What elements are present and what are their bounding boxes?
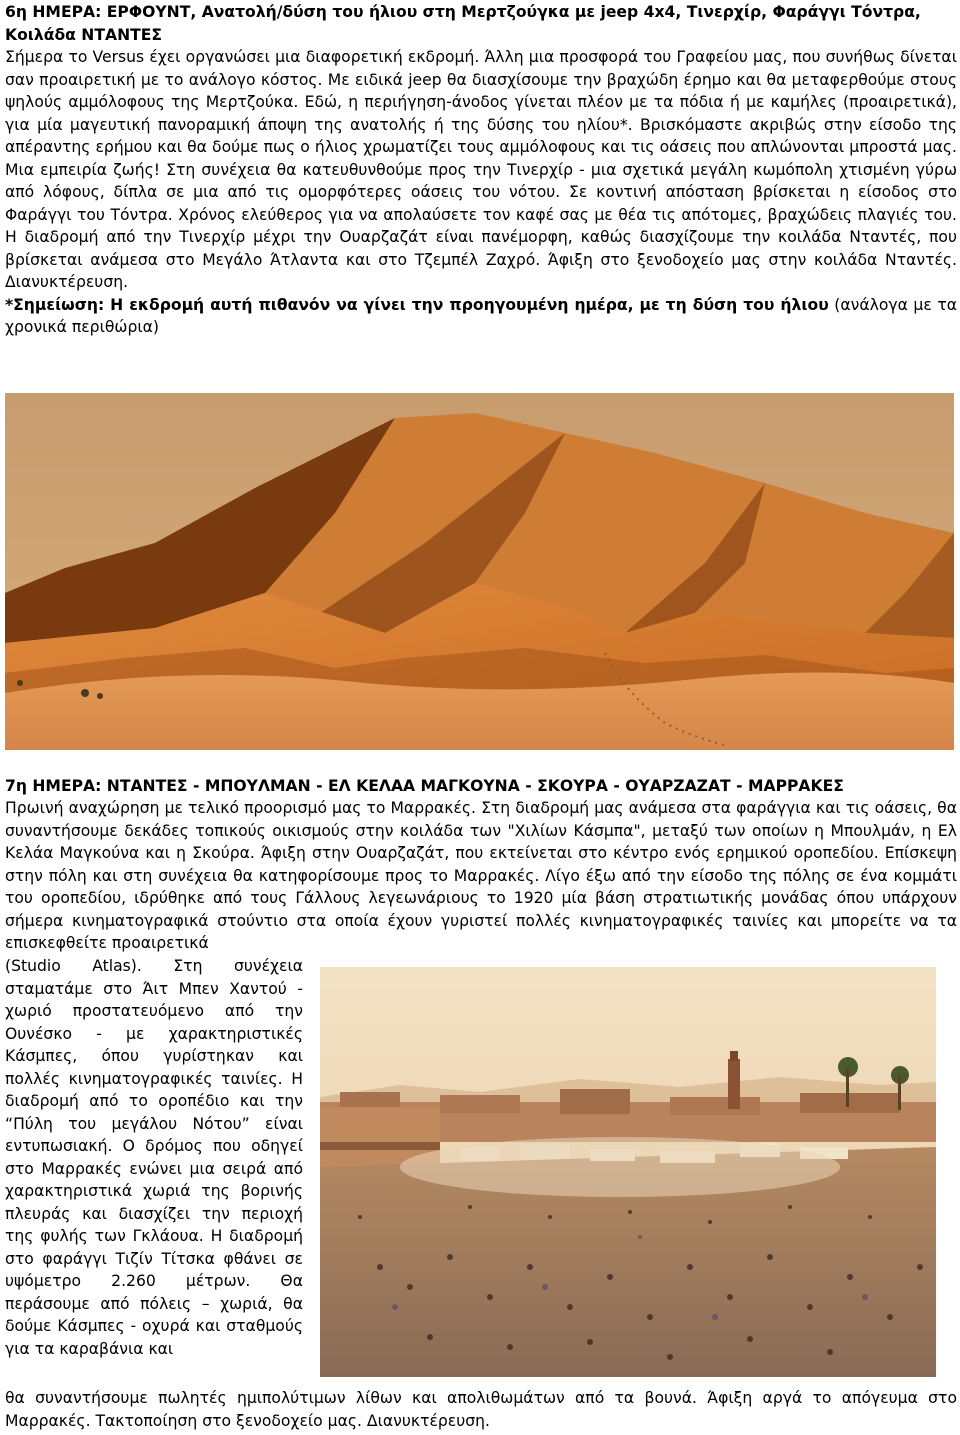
day6-section <box>5 1 957 339</box>
day7-body: Πρωινή αναχώρηση με τελικό προορισμό μας το Μαρρακές. Στη διαδρομή μας ανάμεσα στα φαράγγια και τις οάσεις, θα συναντήσουμε δεκάδες τοπικούς οικισμούς στην κοιλάδα των "Χιλίων Κάσμπα", μεταξύ των οποίων η Μπουλμάν, η Ελ Κελάα Μαγκούνα και η Σκούρα. Άφιξη στην Ουαρζαζάτ, που εκτείνεται στο κέντρο ενός ερημικού οροπεδίου. Επίσκεψη στην πόλη και στη συνέχεια θα κατηφορίσουμε προς το Μαρρακές. Λίγο έξω από την είσοδο της πόλης σε ένα κομμάτι του οροπεδίου, ιδρύθηκε από τους Γάλλους λεγεωνάριους το 1920 μία βάση στρατιωτικής μονάδας όπου υπάρχουν σήμερα κινηματογραφικά στούντιο στα οποία έχουν γυριστεί πολλές κινηματογραφικές ταινίες και μπορείτε να τα επισκεφθείτε προαιρετικά <box>5 799 957 952</box>
day6-note <box>5 294 957 339</box>
day6-note-rest: (ανάλογα με τα χρονικά περιθώρια) <box>5 295 957 336</box>
day6-body: Σήμερα το Versus έχει οργανώσει μια διαφορετική εκδρομή. Άλλη μια προσφορά του Γραφείου μας, που συνήθως δίνεται σαν προαιρετική με το ανάλογο κόστος. Με ειδικά jeep θα διασχίσουμε την βραχώδη έρημο και θα μεταφερθούμε στους ψηλούς αμμόλοφους της Μερτζούκα. Εδώ, η περιήγηση-άνοδος γίνεται πλέον με τα πόδια ή με καμήλες (προαιρετικά), για μία μαγευτική πανοραμική άποψη της ανατολής ή της δύσης του ηλίου*. Βρισκόμαστε ακριβώς στην είσοδο της απέραντης ερήμου και θα δούμε πως ο ήλιος χρωματίζει τους αμμόλοφους και τις οάσεις που απλώνονται μπροστά μας. Μια εμπειρία ζωής! Στη συνέχεια θα κατευθυνθούμε προς την Τινερχίρ - μια σχετικά μεγάλη κωμόπολη χτισμένη γύρω από λόφους, δίπλα σε μια από τις ομορφότερες οάσεις του νότου. Σε κοντινή απόσταση βρίσκεται η είσοδος στο Φαράγγι του Τόντρα. Χρόνος ελεύθερος για να απολαύσετε τον καφέ σας με θέα τις απότομες, βραχώδεις πλαγιές του. Η διαδρομή από την Τινερχίρ μέχρι την Ουαρζαζάτ είναι πανέμορφη, καθώς διασχίζουμε την κοιλάδα Νταντές, που βρίσκεται ανάμεσα στο Μεγάλο Άτλαντα και στο Τζεμπέλ Ζαχρό. Άφιξη στο ξενοδοχείο μας στην κοιλάδα Νταντές. Διανυκτέρευση. <box>5 48 957 291</box>
desert-dunes-photo <box>5 393 954 750</box>
day7-tail: θα συναντήσουμε πωλητές ημιπολύτιμων λίθων και απολιθωμάτων από τα βουνά. Άφιξη αργά το απόγευμα στο Μαρρακές. Τακτοποίηση στο ξενοδοχείο μας. Διανυκτέρευση. <box>5 1389 957 1430</box>
day6-note-bold: *Σημείωση: Η εκδρομή αυτή πιθανόν να γίνει την προηγουμένη ημέρα, με τη δύση του ήλιου <box>5 295 829 314</box>
day6-title: 6η ΗΜΕΡΑ: ΕΡΦΟΥΝΤ, Ανατολή/δύση του ήλιου στη Μερτζούγκα με jeep 4x4, Τινερχίρ, Φαράγγι Τόντρα, Κοιλάδα ΝΤΑΝΤΕΣ <box>5 3 921 44</box>
day7-title: 7η ΗΜΕΡΑ: ΝΤΑΝΤΕΣ - ΜΠΟΥΛΜΑΝ - ΕΛ ΚΕΛΑΑ ΜΑΓΚΟΥΝΑ - ΣΚΟΥΡΑ - ΟΥΑΡΖΑΖΑΤ - ΜΑΡΡΑΚΕΣ <box>5 777 844 795</box>
marrakech-square-photo <box>320 967 936 1377</box>
day7-left-column: (Studio Atlas). Στη συνέχεια σταματάμε στο Άιτ Μπεν Χαντού - χωριό προστατευόμενο από την Ουνέσκο - με χαρακτηριστικές Κάσμπες, όπου γυρίστηκαν και πολλές κινηματογραφικές ταινίες. Η διαδρομή από το οροπέδιο και την “Πύλη του μεγάλου Νότου” είναι εντυπωσιακή. Ο δρόμος που οδηγεί στο Μαρρακές ενώνει μια σειρά από χαρακτηριστικά χωριά της βορινής πλευράς και διασχίζει την περιοχή της φυλής των Γκλάουα. Η διαδρομή στο φαράγγι Τιζίν Τίτσκα φθάνει σε υψόμετρο 2.260 μέτρων. Θα περάσουμε από πόλεις – χωριά, θα δούμε Κάσμπες - οχυρά και σταθμούς για τα καραβάνια και <box>5 957 303 1358</box>
